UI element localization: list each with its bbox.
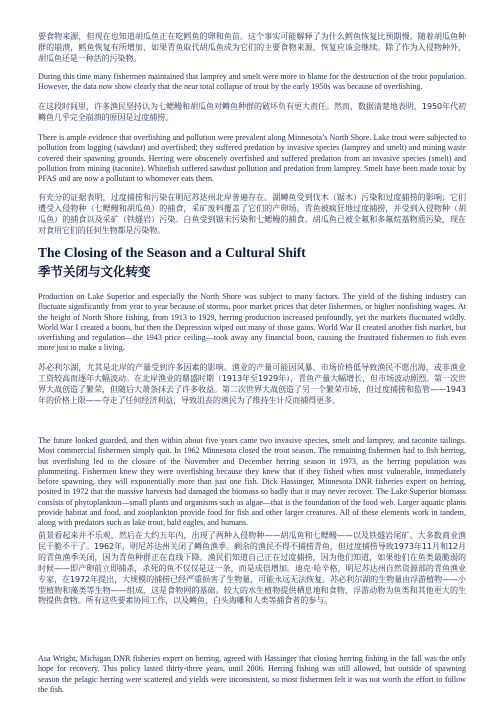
intro-paragraph-zh: 要食物来源，但现在也知道胡瓜鱼正在吃鳕鱼的卵和鱼苗。这个事实可能解释了为什么鳕鱼恢复比预期慢。随着胡瓜鱼种群的崩溃，鳕鱼恢复有所增加，如果青鱼取代胡瓜鱼成为它们的主要食物来源，恢复应该会继续。除了作为入侵物种外，胡瓜鱼还是一种活的污染物。 bbox=[38, 32, 466, 63]
section-heading-en: The Closing of the Season and a Cultural Shift bbox=[38, 245, 306, 260]
paragraph-zh-3: 苏必利尔湖，尤其是北岸的产量受到许多因素的影响。渔业的产量可能因风暴、市场价格低导致渔民不愿出海，或非渔业工资较高而逐年大幅波动。在北岸渔业的鼎盛时期（1913年至1929年），青鱼产量大幅增长，但市场波动剧烈。第一次世界大战创造了繁荣，但随后大萧条抹去了许多收益。第二次世界大战创造了另一个繁荣市场，但过度捕捞和监管——1943年的价格上限——夺走了任何经济利益，导致沮丧的渔民为了维持生计反而捕得更多。 bbox=[38, 363, 466, 405]
paragraph-zh-2: 有充分的证据表明，过度捕捞和污染在明尼苏达州北岸普遍存在。湖鳟鱼受到伐木（锯木）污染和过度捕捞的影响；它们遭受入侵物种（七鳃鳗和胡瓜鱼）的捕食，采矿废料覆盖了它们的产卵场。青鱼被疯狂地过度捕捞，并受到入侵物种（胡瓜鱼）的捕食以及采矿（铁燧岩）污染。白鱼受到锯末污染和七鳃鳗的捕食。胡瓜鱼已被全氟和多氟烷基物质污染，现在对食用它们的任何生物都是污染物。 bbox=[38, 193, 466, 235]
paragraph-en-3: Production on Lake Superior and especially the North Shore was subject to many factors. The yield of the fishing industry can fluctuate significantly from year to year because of storms, poor market prices that deter fishermen, or higher nonfishing wages. At the height of North Shore fishing, from 1913 to 1929, herring production increased profoundly, yet the markets fluctuated wildly. World War I created a boom, but then the Depression wiped out many of those gains. World War II created another fish market, but overfishing and regulation—the 1943 price ceiling—took away any financial boon, causing the frustrated fishermen to fish even more just to make a living. bbox=[38, 292, 466, 353]
paragraph-zh-4: 前景看起来并不乐观，然后在大约五年内，出现了两种入侵物种——胡瓜鱼和七鳃鳗——以及铁燧岩尾矿。大多数商业渔民干脆不干了。1962年，明尼苏达州关闭了鳟鱼渔季。剩余的渔民不得不捕捞青鱼，但过度捕捞导致1973年11月和12月的青鱼渔季关闭，因为青鱼种群正在直线下降。渔民们知道自己正在过度捕捞，因为他们知道，如果他们在鱼类最脆弱的时候——即产卵前立即捕杀，杀死的鱼不仅仅是这一条，而是成倍增加。迪克·哈辛格，明尼苏达州自然资源部的青鱼渔业专家，在1972年提出，大规模的捕捞已经严重损害了生物量，可能永远无法恢复。苏必利尔湖的生物量由浮游植物——小型植物和藻类等生物——组成，这是食物网的基础。较大的水生植物提供栖息地和食物，浮游动物为鱼类和其他更大的生物提供食物。所有这些要素协同工作，以及鳟鱼、白头海雕和人类等捕食者的参与。 bbox=[38, 531, 466, 606]
paragraph-en-1: During this time many fishermen maintained that lamprey and smelt were more to blame for the destruction of the trout population. However, the data now show clearly that the near total collapse of trout by the early 1950s was because of overfishing. bbox=[38, 72, 466, 92]
paragraph-zh-1: 在这段时间里，许多渔民坚持认为七鳃鳗和胡瓜鱼对鳟鱼种群的破坏负有更大责任。然而，数据清楚地表明，1950年代初鳟鱼几乎完全崩溃的原因是过度捕捞。 bbox=[38, 102, 466, 122]
paragraph-en-4: The future looked guarded, and then within about five years came two invasive species, smelt and lamprey, and taconite tailings. Most commercial fishermen simply quit. In 1962 Minnesota closed the trout season. The remaining fishermen had to fish herring, but overfishing led to the closure of the November and December herring season in 1973, as the herring population was plummeting. Fishermen knew they were overfishing because they knew that if they fished when most vulnerable, immediately before spawning, they will exponentially more than just one fish. Dick Hassinger, Minnesota DNR fisheries expert on herring, posited in 1972 that the massive harvests had damaged the biomass so badly that it may never recover. The Lake Superior biomass consists of phytoplankton—small plants and organisms such as algae—that is the foundation of the food web. Larger aquatic plants provide habitat and food, and zooplankton provide food for fish and other larger creatures. All of these elements work in tandem, along with predators such as lake trout, bald eagles, and humans. bbox=[38, 436, 466, 527]
paragraph-en-5: Asa Wright, Michigan DNR fisheries expert on herring, agreed with Hassinger that closing herring fishing in the fall was the only hope for recovery. This policy lasted thirty-three years, until 2006. Herring fishing was still allowed, but outside of spawning season the pelagic herring were scattered and yields were inconsistent, so most fishermen felt it was not worth the effort to follow the fish. bbox=[38, 654, 466, 694]
paragraph-en-2: There is ample evidence that overfishing and pollution were prevalent along Minnesota’s North Shore. Lake trout were subjected to pollution from logging (sawdust) and overfished; they suffered predation by invasive species (lamprey and smelt) and mining waste covered their spawning grounds. Herring were obscenely overfished and suffered predation from an invasive species (smelt) and pollution from mining (taconite). Whitefish suffered sawdust pollution and predation from lamprey. Smelt have been made toxic by PFAS and are now a pollutant to whomever eats them. bbox=[38, 133, 466, 183]
section-heading-zh: 季节关闭与文化转变 bbox=[38, 264, 151, 279]
